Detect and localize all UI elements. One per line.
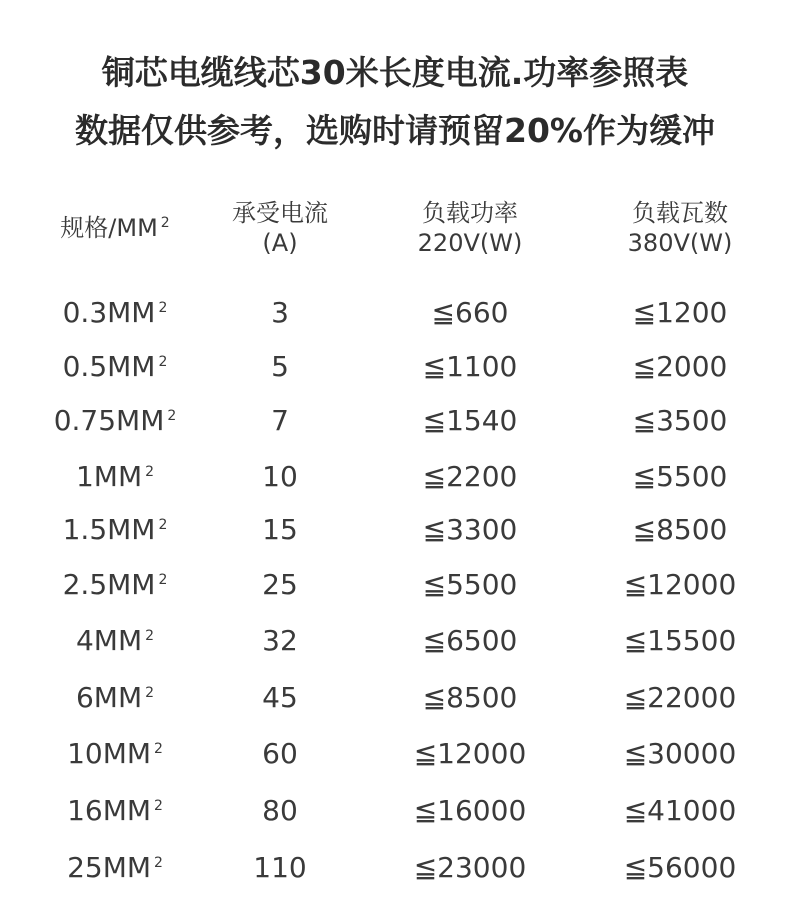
header-power-220-label: 负载功率 [422,199,518,227]
power-220-cell: ≦12000 [413,737,527,770]
current-cell: 25 [262,568,298,601]
spec-cell: 1MM $^2$ [75,460,155,493]
current-cell: 10 [262,460,298,493]
header-current [200,198,360,258]
spec-cell: 25MM $^2$ [67,851,163,884]
current-cell: 110 [253,851,307,884]
spec-cell: 10MM $^2$ [67,737,163,770]
power-380-cell: ≦2000 [632,350,728,383]
current-cell: 32 [262,624,298,657]
header-power-220-unit: 220V(W) [417,229,523,257]
power-220-cell: ≦5500 [422,568,518,601]
power-380-cell: ≦1200 [632,296,728,329]
power-220-cell: ≦6500 [422,624,518,657]
page-title: 铜芯电缆线芯30米长度电流.功率参照表 [101,53,689,92]
current-cell: 80 [262,794,298,827]
page-subtitle: 数据仅供参考，选购时请预留20%作为缓冲 [75,111,715,150]
header-power-380 [575,198,785,258]
power-380-cell: ≦56000 [623,851,737,884]
spec-cell: 16MM $^2$ [67,794,163,827]
power-380-cell: ≦8500 [632,513,728,546]
power-380-cell: ≦41000 [623,794,737,827]
power-220-cell: ≦2200 [422,460,518,493]
current-cell: 7 [271,404,289,437]
spec-cell: 0.3MM $^2$ [62,296,168,329]
header-current-label: 承受电流 [232,199,328,227]
header-power-220 [365,198,575,258]
power-220-cell: ≦1100 [422,350,518,383]
power-220-cell: ≦16000 [413,794,527,827]
spec-cell: 2.5MM $^2$ [62,568,168,601]
current-cell: 45 [262,681,298,714]
spec-cell: 4MM $^2$ [75,624,155,657]
header-spec [30,213,200,243]
power-380-cell: ≦3500 [632,404,728,437]
header-spec-label: 规格/MM [60,214,158,242]
header-power-380-unit: 380V(W) [627,229,733,257]
power-380-cell: ≦15500 [623,624,737,657]
power-380-cell: ≦30000 [623,737,737,770]
power-220-cell: ≦660 [431,296,509,329]
power-220-cell: ≦1540 [422,404,518,437]
power-220-cell: ≦8500 [422,681,518,714]
power-220-cell: ≦23000 [413,851,527,884]
power-380-cell: ≦22000 [623,681,737,714]
current-cell: 15 [262,513,298,546]
power-380-cell: ≦12000 [623,568,737,601]
spec-cell: 6MM $^2$ [75,681,155,714]
power-380-cell: ≦5500 [632,460,728,493]
header-spec-sup: 2 [160,215,170,231]
current-cell: 60 [262,737,298,770]
current-cell: 3 [271,296,289,329]
spec-cell: 0.5MM $^2$ [62,350,168,383]
header-power-380-label: 负载瓦数 [632,199,728,227]
spec-cell: 1.5MM $^2$ [62,513,168,546]
power-220-cell: ≦3300 [422,513,518,546]
header-current-unit: (A) [262,229,298,257]
spec-cell: 0.75MM $^2$ [53,404,177,437]
current-cell: 5 [271,350,289,383]
